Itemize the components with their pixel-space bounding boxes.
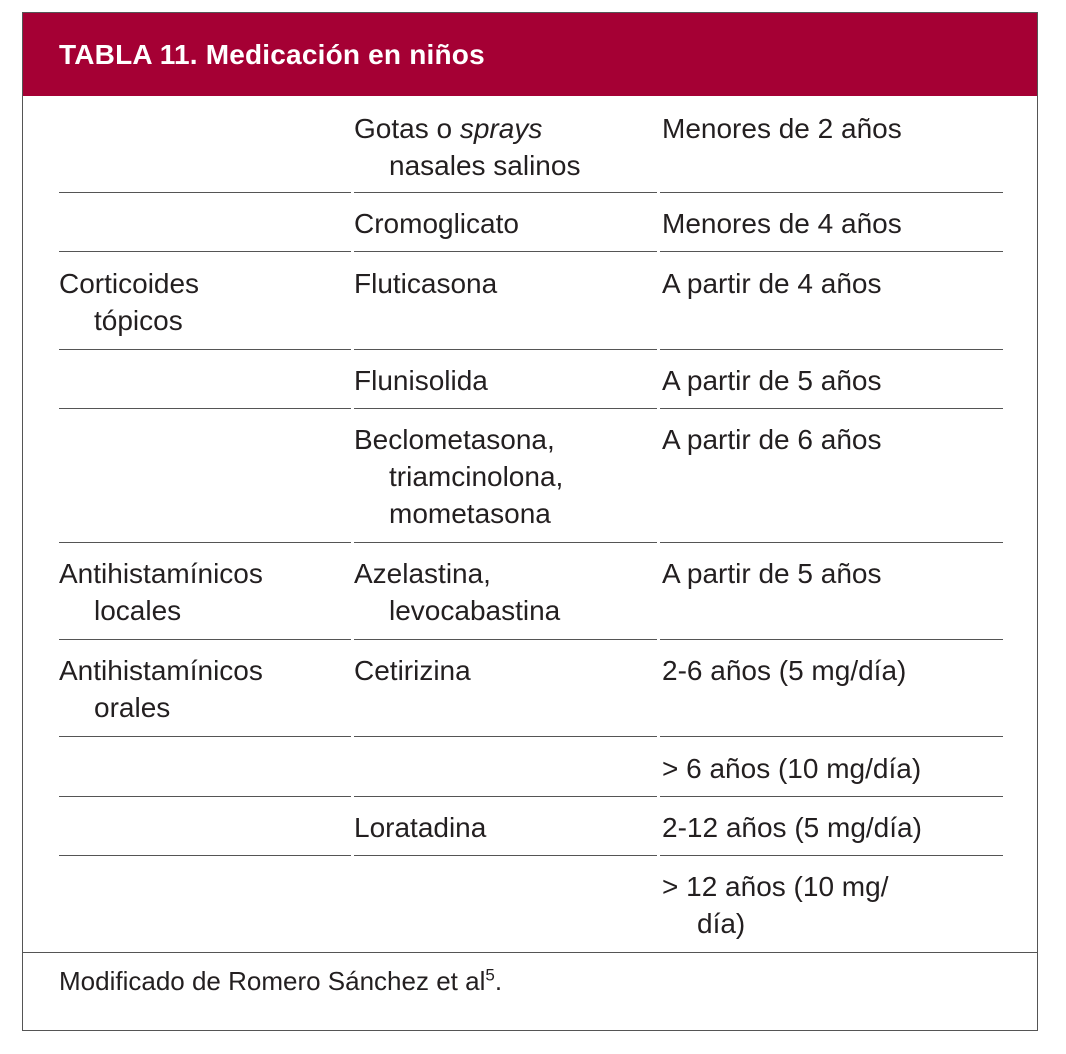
text: Menores de 4 años bbox=[662, 208, 902, 239]
cell-age bbox=[662, 265, 1007, 302]
text-italic: sprays bbox=[459, 113, 543, 144]
cell-medication bbox=[354, 421, 654, 532]
row-rule bbox=[354, 855, 657, 856]
row-rule bbox=[59, 736, 351, 737]
row-rule bbox=[59, 796, 351, 797]
text: nasales salinos bbox=[389, 150, 581, 181]
row-rule bbox=[59, 251, 351, 252]
text: tópicos bbox=[94, 305, 183, 336]
row-rule bbox=[59, 349, 351, 350]
cell-age bbox=[662, 205, 1007, 242]
cell-age bbox=[662, 750, 1007, 787]
cell-medication bbox=[354, 110, 654, 184]
cell-group bbox=[59, 265, 349, 339]
cell-age bbox=[662, 868, 1007, 942]
cell-age bbox=[662, 362, 1007, 399]
row-rule bbox=[59, 855, 351, 856]
text: Flunisolida bbox=[354, 365, 488, 396]
cell-age bbox=[662, 652, 1007, 689]
footer-divider bbox=[23, 952, 1037, 953]
row-rule bbox=[660, 408, 1003, 409]
table-title: TABLA 11. Medicación en niños bbox=[59, 39, 485, 70]
text: triamcinolona, bbox=[389, 461, 564, 492]
cell-medication bbox=[354, 555, 654, 629]
text: Cromoglicato bbox=[354, 208, 519, 239]
text: A partir de 4 años bbox=[662, 268, 882, 299]
row-rule bbox=[354, 542, 657, 543]
text: Gotas o bbox=[354, 113, 460, 144]
cell-group bbox=[59, 652, 349, 726]
row-rule bbox=[660, 855, 1003, 856]
text: 2-6 años (5 mg/día) bbox=[662, 655, 907, 686]
text: Cetirizina bbox=[354, 655, 471, 686]
text: Loratadina bbox=[354, 812, 487, 843]
text: levocabastina bbox=[389, 595, 561, 626]
footnote-text: Modificado de Romero Sánchez et al bbox=[59, 966, 486, 996]
row-rule bbox=[59, 542, 351, 543]
text: Antihistamínicos bbox=[59, 558, 263, 589]
table-frame bbox=[22, 12, 1038, 1031]
cell-medication bbox=[354, 265, 654, 302]
text: > 12 años (10 mg/ bbox=[662, 871, 889, 902]
cell-age bbox=[662, 809, 1007, 846]
row-rule bbox=[354, 736, 657, 737]
text: Fluticasona bbox=[354, 268, 498, 299]
row-rule bbox=[660, 796, 1003, 797]
row-rule bbox=[660, 349, 1003, 350]
row-rule bbox=[660, 192, 1003, 193]
row-rule bbox=[660, 639, 1003, 640]
table-footnote bbox=[59, 966, 502, 997]
cell-medication bbox=[354, 362, 654, 399]
row-rule bbox=[354, 192, 657, 193]
footnote-reference: 5 bbox=[485, 965, 495, 985]
text: A partir de 5 años bbox=[662, 558, 882, 589]
text: A partir de 6 años bbox=[662, 424, 882, 455]
text: locales bbox=[94, 595, 182, 626]
row-rule bbox=[354, 349, 657, 350]
row-rule bbox=[59, 408, 351, 409]
cell-group bbox=[59, 555, 349, 629]
footnote-period: . bbox=[494, 966, 503, 996]
text: orales bbox=[94, 692, 171, 723]
text: Corticoides bbox=[59, 268, 200, 299]
text: día) bbox=[697, 908, 746, 939]
table-header bbox=[23, 13, 1037, 96]
row-rule bbox=[59, 192, 351, 193]
row-rule bbox=[660, 736, 1003, 737]
row-rule bbox=[59, 639, 351, 640]
row-rule bbox=[354, 639, 657, 640]
cell-age bbox=[662, 555, 1007, 592]
row-rule bbox=[354, 796, 657, 797]
cell-age bbox=[662, 110, 1007, 147]
row-rule bbox=[660, 542, 1003, 543]
text: Beclometasona, bbox=[354, 424, 555, 455]
cell-medication bbox=[354, 652, 654, 689]
row-rule bbox=[354, 251, 657, 252]
cell-medication bbox=[354, 809, 654, 846]
text: Antihistamínicos bbox=[59, 655, 263, 686]
row-rule bbox=[660, 251, 1003, 252]
text: > 6 años (10 mg/día) bbox=[662, 753, 922, 784]
text: mometasona bbox=[389, 498, 551, 529]
cell-medication bbox=[354, 205, 654, 242]
text: 2-12 años (5 mg/día) bbox=[662, 812, 922, 843]
text: Menores de 2 años bbox=[662, 113, 902, 144]
text: Azelastina, bbox=[354, 558, 491, 589]
row-rule bbox=[354, 408, 657, 409]
cell-age bbox=[662, 421, 1007, 458]
text: A partir de 5 años bbox=[662, 365, 882, 396]
